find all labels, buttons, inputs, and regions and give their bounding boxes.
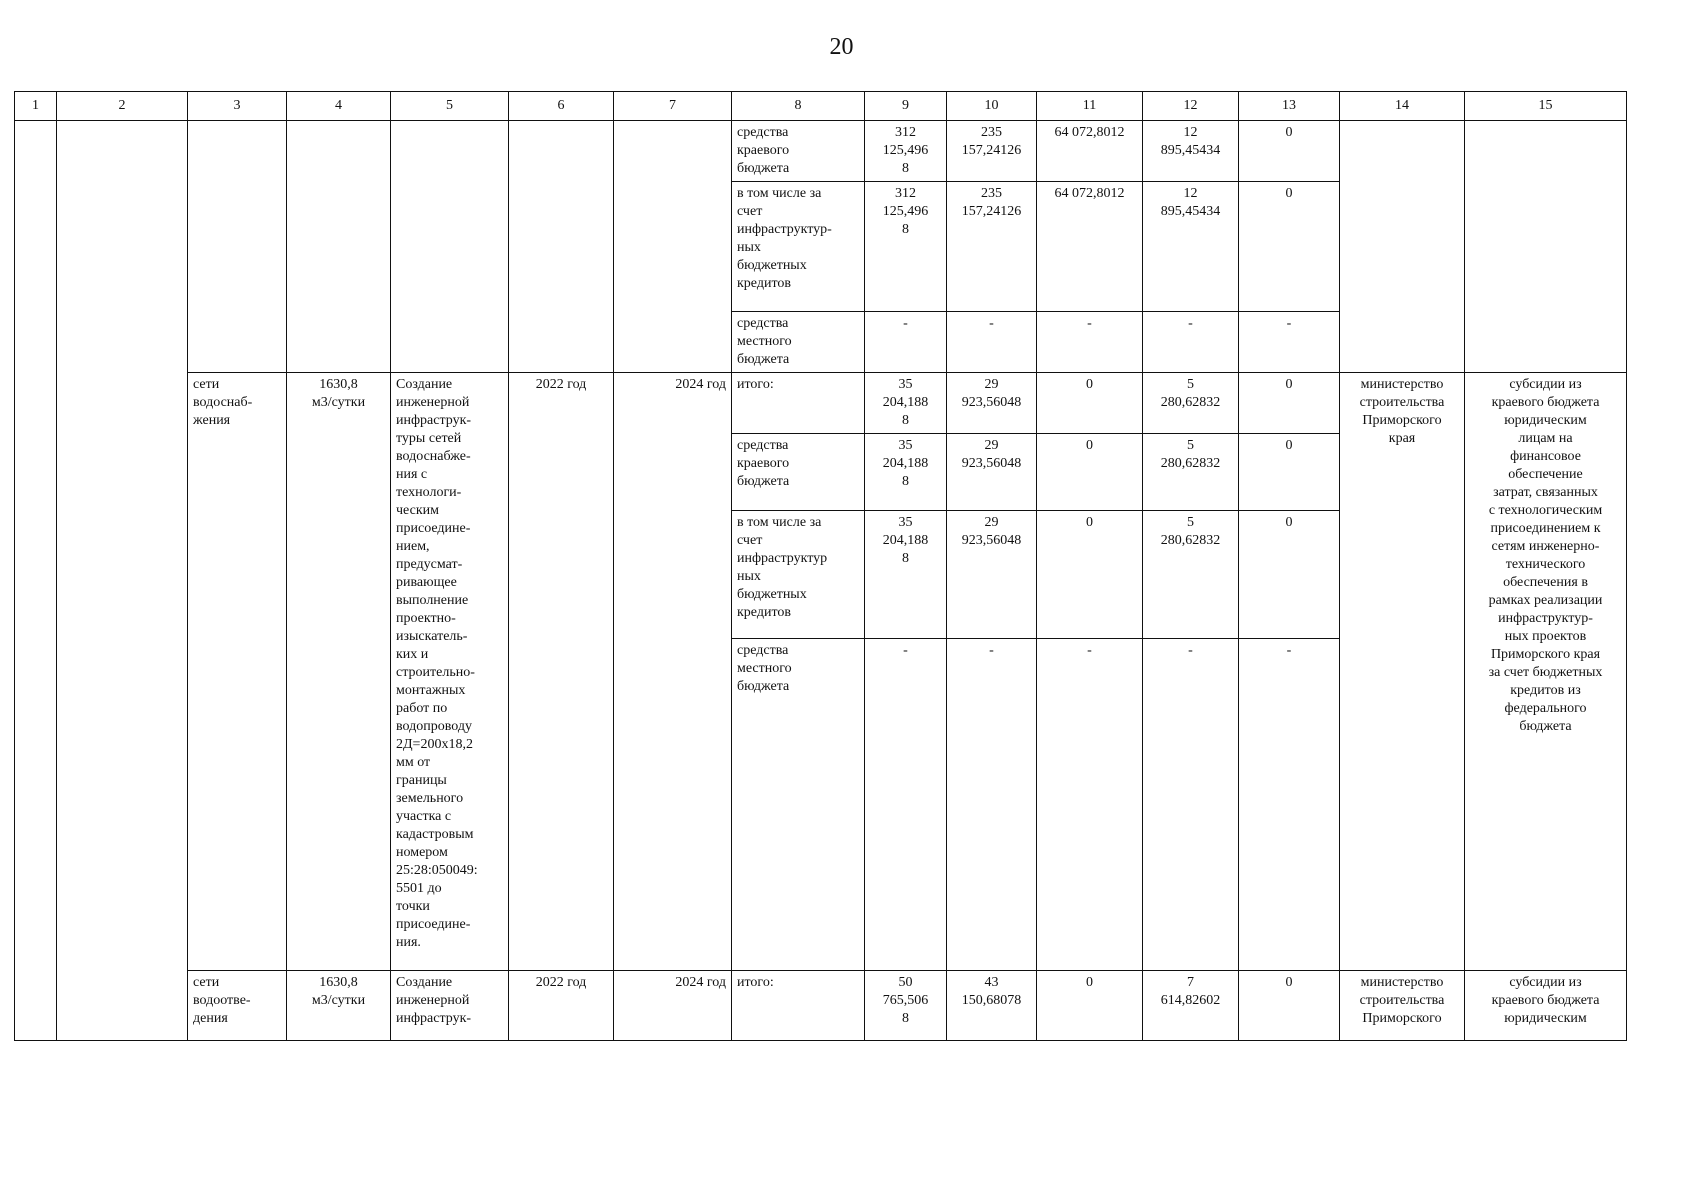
capacity: 1630,8 м3/сутки xyxy=(287,971,391,1041)
col-header-6: 6 xyxy=(509,92,614,121)
col-header-5: 5 xyxy=(391,92,509,121)
value-2025: 0 xyxy=(1239,511,1340,639)
value-2023: - xyxy=(1037,639,1143,971)
value-2023: 0 xyxy=(1037,511,1143,639)
value-2022: - xyxy=(947,312,1037,373)
financing-note: субсидии из краевого бюджета юридическим лицам на финансовое обеспечение затрат, связанных с технологическим присоединением к сетям инженерно- технического обеспечения в рамках реализации инфраструктур- ных проектов Приморского края за счет бюджетных кредитов из федерального бюджета xyxy=(1465,373,1627,971)
value-total: 35 204,188 8 xyxy=(865,511,947,639)
start-year: 2022 год xyxy=(509,971,614,1041)
financing-note: субсидии из краевого бюджета юридическим xyxy=(1465,971,1627,1041)
col15-cell xyxy=(1465,121,1627,373)
value-2024: 12 895,45434 xyxy=(1143,182,1239,312)
col5-cell xyxy=(391,121,509,373)
value-2022: 235 157,24126 xyxy=(947,182,1037,312)
value-2022: 29 923,56048 xyxy=(947,373,1037,434)
col-header-12: 12 xyxy=(1143,92,1239,121)
value-2025: 0 xyxy=(1239,182,1340,312)
value-2025: 0 xyxy=(1239,971,1340,1041)
value-2025: 0 xyxy=(1239,434,1340,511)
value-total: - xyxy=(865,312,947,373)
table-row xyxy=(15,121,1627,182)
capacity: 1630,8 м3/сутки xyxy=(287,373,391,971)
end-year: 2024 год xyxy=(614,373,732,971)
value-2024: 12 895,45434 xyxy=(1143,121,1239,182)
col-header-9: 9 xyxy=(865,92,947,121)
value-2024: - xyxy=(1143,639,1239,971)
object-name: сети водоснаб- жения xyxy=(188,373,287,971)
financing-table xyxy=(14,91,1627,1041)
value-2025: 0 xyxy=(1239,121,1340,182)
col-header-1: 1 xyxy=(15,92,57,121)
responsible-ministry: министерство строительства Приморского xyxy=(1340,971,1465,1041)
col14-cell xyxy=(1340,121,1465,373)
end-year: 2024 год xyxy=(614,971,732,1041)
funding-source: итого: xyxy=(732,373,865,434)
value-2023: 0 xyxy=(1037,373,1143,434)
col7-cell xyxy=(614,121,732,373)
col-header-11: 11 xyxy=(1037,92,1143,121)
value-total: 50 765,506 8 xyxy=(865,971,947,1041)
col-header-8: 8 xyxy=(732,92,865,121)
col-header-14: 14 xyxy=(1340,92,1465,121)
col-header-3: 3 xyxy=(188,92,287,121)
value-total: - xyxy=(865,639,947,971)
value-2022: 29 923,56048 xyxy=(947,511,1037,639)
value-2022: 29 923,56048 xyxy=(947,434,1037,511)
funding-source: средства местного бюджета xyxy=(732,639,865,971)
col4-cell xyxy=(287,121,391,373)
value-2022: - xyxy=(947,639,1037,971)
col-header-15: 15 xyxy=(1465,92,1627,121)
value-2024: - xyxy=(1143,312,1239,373)
value-2025: - xyxy=(1239,312,1340,373)
value-2024: 5 280,62832 xyxy=(1143,373,1239,434)
funding-source: в том числе за счет инфраструктур- ных бюджетных кредитов xyxy=(732,182,865,312)
column-number-row xyxy=(15,92,1627,121)
col-header-13: 13 xyxy=(1239,92,1340,121)
value-2023: 64 072,8012 xyxy=(1037,121,1143,182)
funding-source: средства краевого бюджета xyxy=(732,434,865,511)
project-description: Создание инженерной инфраструк- туры сетей водоснабже- ния с технологи- ческим присоедине- нием, предусмат- ривающее выполнение проектно- изыскатель- ких и строительно- монтажных работ по водопроводу 2Д=200х18,2 мм от границы земельного участка с кадастровым номером 25:28:050049: 5501 до точки присоедине- ния. xyxy=(391,373,509,971)
responsible-ministry: министерство строительства Приморского края xyxy=(1340,373,1465,971)
value-2022: 235 157,24126 xyxy=(947,121,1037,182)
col6-cell xyxy=(509,121,614,373)
page-number: 20 xyxy=(829,34,854,60)
value-total: 35 204,188 8 xyxy=(865,434,947,511)
value-2025: 0 xyxy=(1239,373,1340,434)
value-total: 35 204,188 8 xyxy=(865,373,947,434)
col-header-7: 7 xyxy=(614,92,732,121)
col2-cell xyxy=(57,121,188,1041)
value-2023: 0 xyxy=(1037,971,1143,1041)
value-2023: 64 072,8012 xyxy=(1037,182,1143,312)
value-2024: 5 280,62832 xyxy=(1143,511,1239,639)
col1-cell xyxy=(15,121,57,1041)
col-header-2: 2 xyxy=(57,92,188,121)
value-2025: - xyxy=(1239,639,1340,971)
value-2022: 43 150,68078 xyxy=(947,971,1037,1041)
value-2023: - xyxy=(1037,312,1143,373)
object-name: сети водоотве- дения xyxy=(188,971,287,1041)
start-year: 2022 год xyxy=(509,373,614,971)
table-row xyxy=(15,373,1627,434)
funding-source: средства местного бюджета xyxy=(732,312,865,373)
funding-source: средства краевого бюджета xyxy=(732,121,865,182)
funding-source: в том числе за счет инфраструктур ных бюджетных кредитов xyxy=(732,511,865,639)
value-2024: 5 280,62832 xyxy=(1143,434,1239,511)
col-header-10: 10 xyxy=(947,92,1037,121)
value-2024: 7 614,82602 xyxy=(1143,971,1239,1041)
value-2023: 0 xyxy=(1037,434,1143,511)
col3-cell xyxy=(188,121,287,373)
col-header-4: 4 xyxy=(287,92,391,121)
project-description: Создание инженерной инфраструк- xyxy=(391,971,509,1041)
funding-source: итого: xyxy=(732,971,865,1041)
value-total: 312 125,496 8 xyxy=(865,121,947,182)
table-row xyxy=(15,971,1627,1041)
value-total: 312 125,496 8 xyxy=(865,182,947,312)
